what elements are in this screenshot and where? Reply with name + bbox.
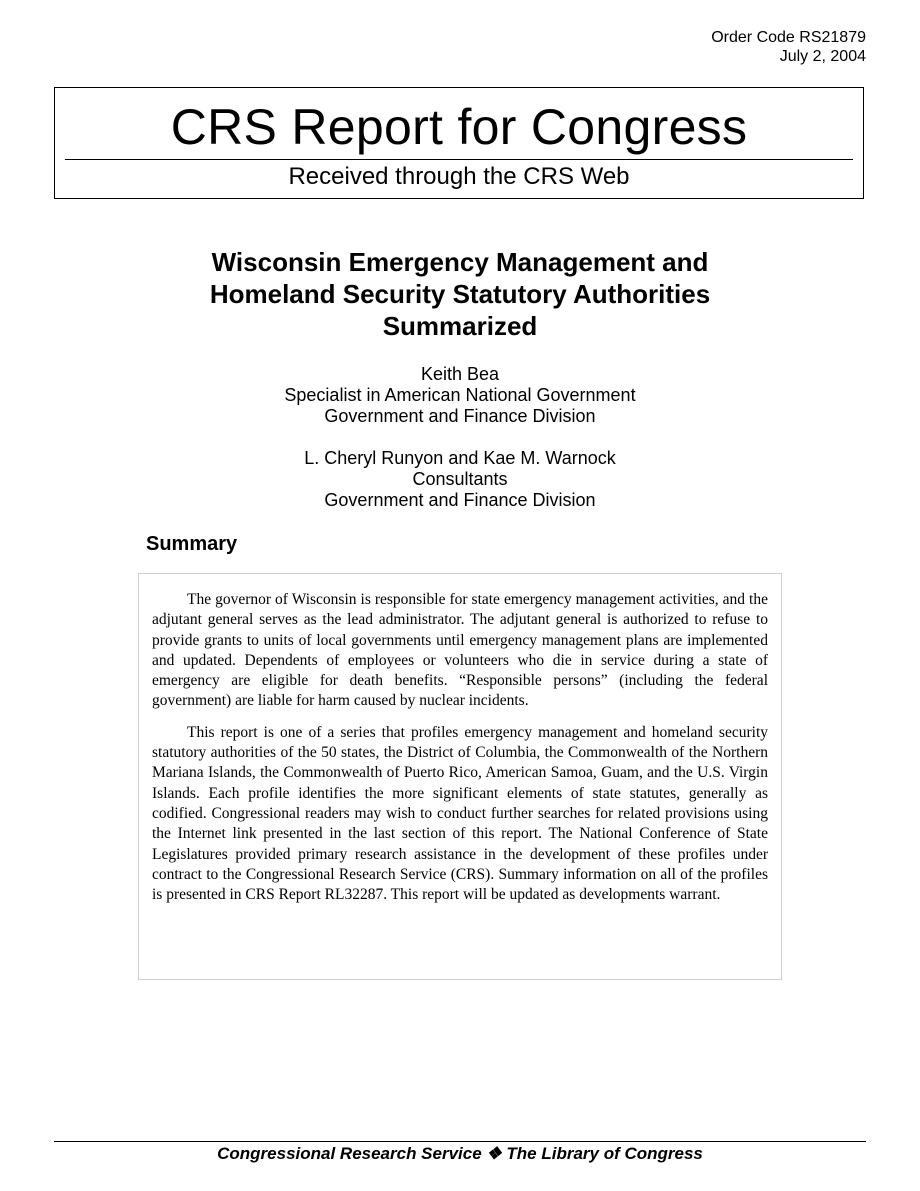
footer-library: The Library of Congress bbox=[506, 1144, 703, 1163]
masthead-title: CRS Report for Congress bbox=[170, 99, 748, 155]
author-block-consultants bbox=[160, 448, 760, 511]
author-position: Consultants bbox=[412, 469, 508, 489]
author-name: Keith Bea bbox=[420, 364, 500, 384]
masthead-box bbox=[54, 87, 864, 199]
report-title-line: Wisconsin Emergency Management and bbox=[211, 247, 709, 277]
report-title bbox=[120, 246, 800, 342]
masthead-subtitle: Received through the CRS Web bbox=[288, 163, 630, 190]
summary-paragraph: The governor of Wisconsin is responsible for state emergency management activities, and the adjutant general serves as the lead administrator. The adjutant general is authorized to refuse to provide grants to units of local governments until emergency management plans are implemented and updated. Dependents of employees or volunteers who die in service during a state of emergency are eligible for death benefits. “Responsible persons” (including the federal government) are liable for harm caused by nuclear incidents. bbox=[152, 591, 768, 710]
summary-box bbox=[138, 573, 782, 980]
author-position: Specialist in American National Government bbox=[284, 385, 636, 405]
masthead-divider bbox=[65, 159, 853, 160]
author-block-primary bbox=[160, 364, 760, 427]
author-name: L. Cheryl Runyon and Kae M. Warnock bbox=[304, 448, 616, 468]
footer bbox=[0, 1143, 920, 1165]
footer-crs: Congressional Research Service bbox=[217, 1144, 482, 1163]
report-title-line: Summarized bbox=[382, 311, 538, 341]
summary-heading: Summary bbox=[146, 533, 238, 555]
footer-diamond-icon: ❖ bbox=[486, 1144, 502, 1163]
author-division: Government and Finance Division bbox=[324, 490, 596, 510]
summary-paragraph: This report is one of a series that profiles emergency management and homeland security statutory authorities of the 50 states, the District of Columbia, the Commonwealth of the Northern Mariana Islands, the Commonwealth of Puerto Rico, American Samoa, Guam, and the U.S. Virgin Islands. Each profile identifies the more significant elements of state statutes, generally as codified. Congressional readers may wish to conduct further searches for related provisions using the Internet link presented in the last section of this report. The National Conference of State Legislatures provided primary research assistance in the development of these profiles under contract to the Congressional Research Service (CRS). Summary information on all of the profiles is presented in CRS Report RL32287. This report will be updated as developments warrant. bbox=[152, 723, 768, 904]
order-code: Order Code RS21879 bbox=[711, 29, 866, 46]
report-date: July 2, 2004 bbox=[779, 48, 866, 65]
author-division: Government and Finance Division bbox=[324, 406, 596, 426]
report-title-line: Homeland Security Statutory Authorities bbox=[209, 279, 711, 309]
order-code-block bbox=[711, 28, 866, 66]
footer-divider bbox=[54, 1141, 866, 1142]
